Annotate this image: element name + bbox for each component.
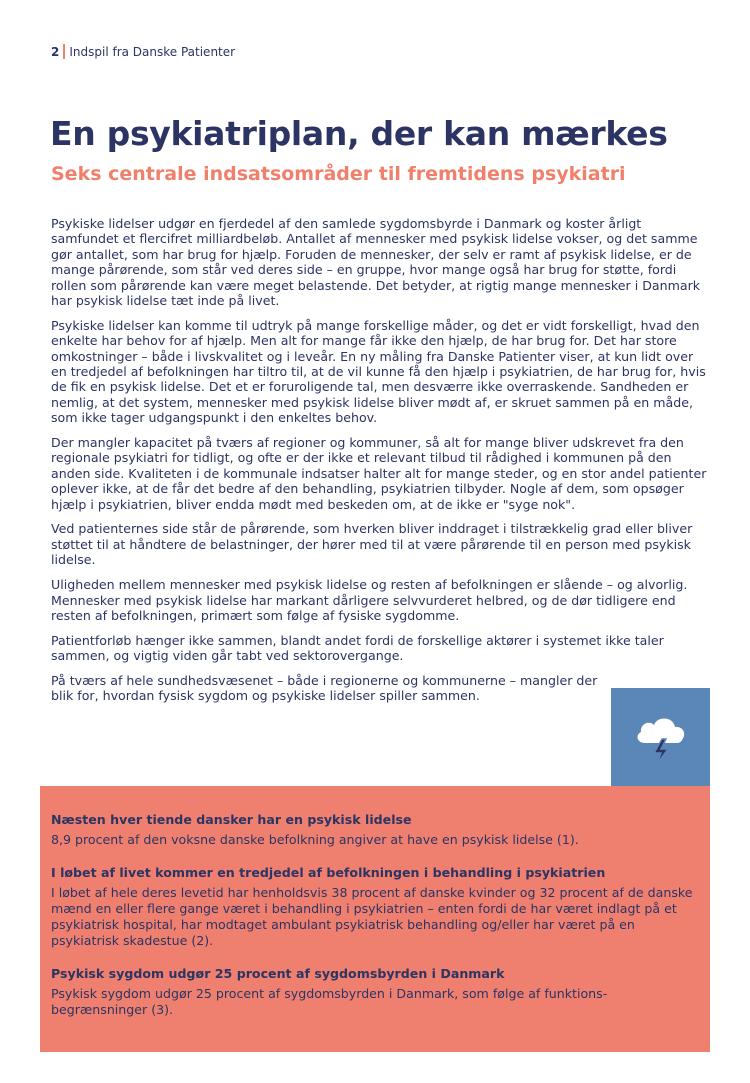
fact-heading: Psykisk sygdom udgør 25 procent af sygdomsbyrden i Danmark [51,966,505,981]
storm-cloud-icon [631,707,691,767]
header-divider [63,44,65,59]
fact-item [51,865,698,949]
page-title: En psykiatriplan, der kan mærkes [50,114,668,153]
facts-box [40,786,710,1052]
paragraph: På tværs af hele sundhedsvæsenet – både i regionerne og kommunerne – mangler der blik for, hvordan fysisk sygdom og psykiske lidelser spiller sammen. [51,672,598,704]
paragraph: Psykiske lidelser udgør en fjerdedel af den samlede sygdomsbyrde i Danmark og koster årligt samfundet et flercifret milliardbeløb. Antallet af mennesker med psykisk lidelse vokser, og det samme gør antallet, som har brug for hjælp. Foruden de mennesker, der selv er ramt af psykisk lidelse, er de mange pårørende, som står ved deres side – en gruppe, hvor mange også har brug for støtte, fordi rollen som pårørende kan være meget belastende. Det betyder, at rigtig mange mennesker i Danmark har psykisk lidelse tæt inde på livet. [51,216,701,309]
fact-heading: Næsten hver tiende dansker har en psykisk lidelse [51,812,412,827]
fact-text: Psykisk sygdom udgør 25 procent af sygdomsbyrden i Danmark, som følge af funktionsbegrænsninger (3). [51,986,608,1017]
page-header [51,44,235,59]
body-text [51,216,711,713]
paragraph: Patientforløb hænger ikke sammen, blandt andet fordi de forskellige aktører i systemet ikke taler sammen, og vigtig viden går tabt ved sektorovergange. [51,632,664,664]
fact-heading: I løbet af livet kommer en tredjedel af befolkningen i behandling i psykiatrien [51,865,606,880]
fact-item [51,966,698,1018]
header-section: Indspil fra Danske Patienter [69,44,236,59]
paragraph: Der mangler kapacitet på tværs af regioner og kommuner, så alt for mange bliver udskrevet fra den regionale psykiatri for tidligt, og ofte er der ikke et relevant tilbud til rådighed i kommunen på den anden side. Kvaliteten i de kommunale indsatser halter alt for mange steder, og en stor andel patienter oplever ikke, at de får det bedre af den behandling, psykiatrien tilbyder. Nogle af dem, som opsøger hjælp i psykiatrien, bliver endda mødt med beskeden om, at de ikke er "syge nok". [51,435,707,512]
page-subtitle: Seks centrale indsatsområder til fremtidens psykiatri [51,163,626,185]
paragraph: Uligheden mellem mennesker med psykisk lidelse og resten af befolkningen er slående – og alvorlig. Mennesker med psykisk lidelse har markant dårligere selvvurderet helbred, og de dør tidligere end resten af befolkningen, primært som følge af fysiske sygdomme. [51,577,688,623]
paragraph: Ved patienternes side står de pårørende, som hverken bliver inddraget i tilstrækkelig grad eller bliver støttet til at håndtere de belastninger, der hører med til at være pårørende til en person med psykisk lidelse. [51,521,693,568]
storm-icon-box [611,688,710,786]
fact-text: 8,9 procent af den voksne danske befolkning angiver at have en psykisk lidelse (1). [51,832,579,847]
fact-item [51,812,698,848]
paragraph: Psykiske lidelser kan komme til udtryk på mange forskellige måder, og det er vidt forskelligt, hvad den enkelte har behov for af hjælp. Men alt for mange får ikke den hjælp, de har brug for. Det har store omkostninger – både i livskvalitet og i leveår. En ny måling fra Danske Patienter viser, at kun lidt over en tredjedel af befolkningen har tiltro til, at de vil kunne få den hjælp i psykiatrien, de har brug for, hvis de fik en psykisk lidelse. Det et er foruroligende tal, men desværre ikke overraskende. Sandheden er nemlig, at det system, mennesker med psykisk lidelse bliver mødt af, er skruet sammen på en måde, som ikke tager udgangspunkt i den enkeltes behov. [51,317,706,426]
fact-text: I løbet af hele deres levetid har henholdsvis 38 procent af danske kvinder og 32 procent af de danske mænd en eller flere gange været i behandling i psykiatrien – enten fordi de har været indlagt på et psykiatrisk hospital, har modtaget ambulant psykiatrisk behandling og/eller har været på en psykiatrisk skadestue (2). [51,885,693,948]
page-number: 2 [51,44,60,59]
